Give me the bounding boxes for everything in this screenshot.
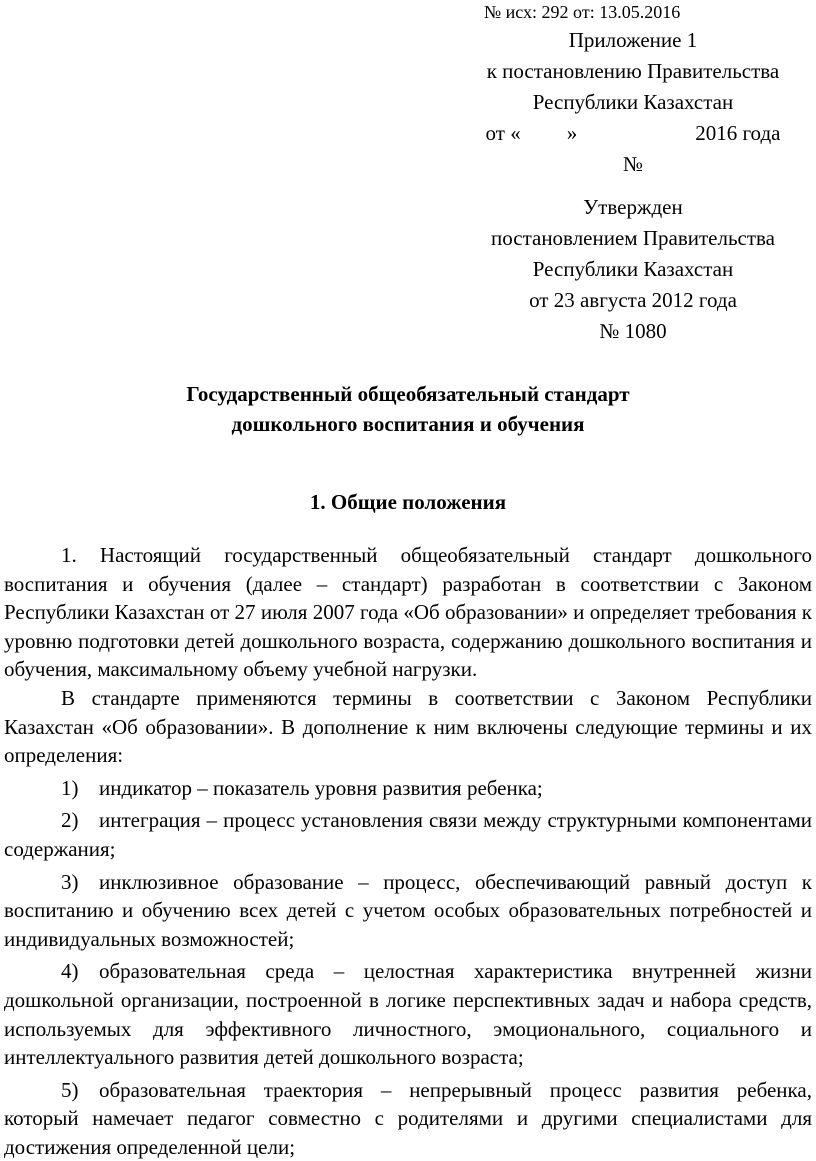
appendix-line-2: к постановлению Правительства <box>486 59 780 83</box>
appendix-date <box>448 118 816 149</box>
document-body <box>4 541 812 1161</box>
paragraph-1: 1. Настоящий государственный общеобязательный стандарт дошкольного воспитания и обучения (далее – стандарт) разработан в соответствии с Законом Республики Казахстан от 27 июля 2007 года «Об образовании» и определяет требования к уровню подготовки детей дошкольного возраста, содержанию дошкольного воспитания и обучения, максимальному объему учебной нагрузки. <box>4 543 812 682</box>
list-item-text: образовательная среда – целостная характеристика внутренней жизни дошкольной организации, построенной в логике перспективных задач и набора средств, используемых для эффективного личностного, эмоционального, социального и интеллектуального развития детей дошкольного возраста; <box>4 959 812 1070</box>
list-item-number: 5) <box>61 1077 79 1102</box>
approved-line-4: от 23 августа 2012 года <box>529 288 737 312</box>
document-title <box>0 379 816 439</box>
approved-block <box>448 192 816 347</box>
appendix-date-mid: » <box>566 121 578 145</box>
list-item-number: 2) <box>61 808 79 833</box>
list-item-number: 4) <box>61 959 79 984</box>
appendix-line-1: Приложение 1 <box>568 28 698 52</box>
appendix-date-prefix: от « <box>485 121 521 145</box>
list-item-text: интеграция – процесс установления связи между структурными компонентами содержания; <box>4 808 812 861</box>
title-line-2: дошкольного воспитания и обучения <box>231 412 585 436</box>
outgoing-number: № исх: 292 от: 13.05.2016 <box>484 2 681 22</box>
list-item <box>4 868 812 954</box>
section-heading: 1. Общие положения <box>309 490 507 514</box>
list-item <box>4 774 812 803</box>
approved-line-1: Утвержден <box>583 195 683 219</box>
list-item <box>4 806 812 863</box>
list-item-text: индикатор – показатель уровня развития ребенка; <box>99 775 543 800</box>
approved-line-3: Республики Казахстан <box>532 257 734 281</box>
title-line-1: Государственный общеобязательный стандарт <box>186 382 630 406</box>
list-item-text: образовательная траектория – непрерывный процесс развития ребенка, который намечает педагог совместно с родителями и другими специалистами для достижения определенной цели; <box>4 1077 812 1159</box>
appendix-block <box>448 25 816 180</box>
approved-line-2: постановлением Правительства <box>490 226 775 250</box>
appendix-line-3: Республики Казахстан <box>532 90 734 114</box>
list-item-number: 3) <box>61 869 79 894</box>
list-item-number: 1) <box>61 775 79 800</box>
list-item-text: инклюзивное образование – процесс, обеспечивающий равный доступ к воспитанию и обучению всех детей с учетом особых образовательных потребностей и индивидуальных возможностей; <box>4 869 812 951</box>
appendix-number: № <box>622 152 644 176</box>
paragraph-2: В стандарте применяются термины в соответствии с Законом Республики Казахстан «Об образовании». В дополнение к ним включены следующие термины и их определения: <box>4 685 812 768</box>
list-item <box>4 1076 812 1161</box>
approved-line-5: № 1080 <box>599 319 667 343</box>
appendix-date-year: 2016 года <box>695 121 781 145</box>
list-item <box>4 957 812 1071</box>
